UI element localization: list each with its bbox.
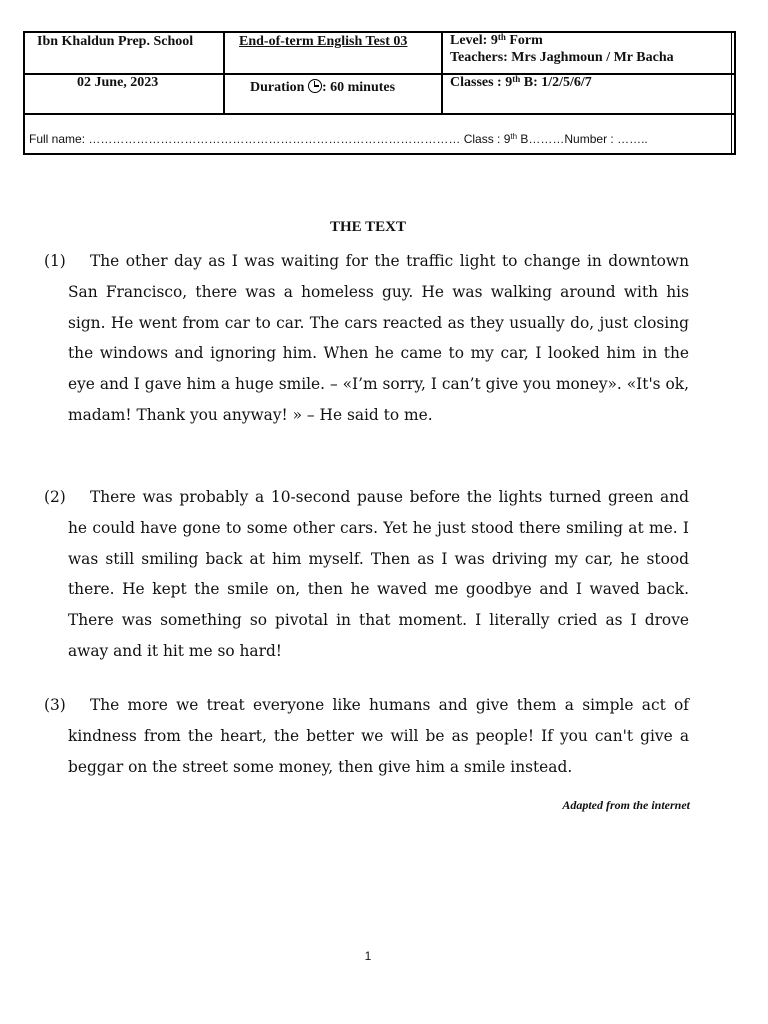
paragraph-3 [44,690,689,782]
row-divider [25,113,734,115]
header-table [23,31,736,155]
clock-icon [308,79,322,93]
source-credit: Adapted from the internet [562,798,690,812]
paragraph-number: (3) [44,696,66,714]
paragraph-number: (1) [44,252,66,270]
paragraph-2 [44,482,689,667]
page-number: 1 [364,949,372,963]
classes: Classes : 9th B: 1/2/5/6/7 [450,74,592,90]
paragraph-text: There was probably a 10-second pause before the lights turned green and he could have gone to some other cars. Yet he just stood there smiling at me. I was still smiling back at him myself. Then as I was driving my car, he stood there. He kept the smile on, then he waved me goodbye and I waved back. There was something so pivotal in that moment. I literally cried as I drove away and it hit me so hard! [68,488,689,660]
paragraph-text: The other day as I was waiting for the traffic light to change in downtown San Francisco, there was a homeless guy. He was walking around with his sign. He went from car to car. The cars reacted as they usually do, just closing the windows and ignoring him. When he came to my car, I looked him in the eye and I gave him a huge smile. – «I’m sorry, I can’t give you money». «It's ok, madam! Thank you anyway! » – He said to me. [68,252,689,424]
level: Level: 9th Form [450,32,543,48]
paragraph-text: The more we treat everyone like humans and give them a simple act of kindness from the heart, the better we will be as people! If you can't give a beggar on the street some money, then give him a smile instead. [68,696,689,776]
test-title: End-of-term English Test 03 [239,34,408,49]
exam-date: 02 June, 2023 [77,75,159,90]
duration: Duration : 60 minutes [250,80,396,95]
teachers: Teachers: Mrs Jaghmoun / Mr Bacha [450,50,674,65]
school-name: Ibn Khaldun Prep. School [37,34,194,49]
fullname-line: Full name: ………………………………………………………………………………… Class : 9th B………Number : …….. [29,132,648,146]
paragraph-number: (2) [44,488,66,506]
text-title: THE TEXT [329,219,406,235]
paragraph-1 [44,246,689,431]
